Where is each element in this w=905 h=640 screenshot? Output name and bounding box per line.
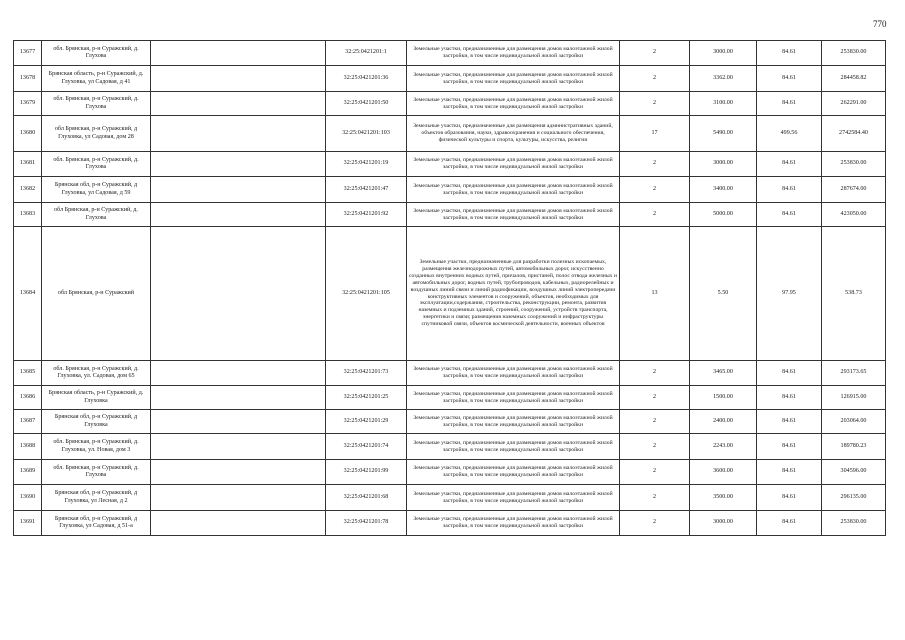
address-cell: Брянская область, р-н Суражский, д. Глуховка: [42, 386, 151, 410]
cadastral-number-cell: 32:25:0421201:1: [326, 41, 407, 66]
cadastral-number-cell: 32:25:0421201:73: [326, 361, 407, 386]
cadastral-value-cell: 284458.82: [822, 66, 886, 92]
row-number-cell: 13691: [14, 511, 42, 536]
specific-value-cell: 84.61: [757, 41, 822, 66]
area-cell: 3500.00: [690, 485, 757, 511]
cadastral-value-cell: 287674.00: [822, 177, 886, 203]
address-cell: обл Брянская, р-н Суражский, д. Глухова: [42, 203, 151, 227]
group-number-cell: 2: [620, 361, 690, 386]
row-number-cell: 13688: [14, 434, 42, 460]
empty-cell: [151, 116, 326, 152]
empty-cell: [151, 41, 326, 66]
cadastral-value-cell: 262291.00: [822, 92, 886, 116]
empty-cell: [151, 227, 326, 361]
cadastral-number-cell: 32:25:0421201:50: [326, 92, 407, 116]
specific-value-cell: 97.95: [757, 227, 822, 361]
cadastral-number-cell: 32:25:0421201:25: [326, 386, 407, 410]
row-number-cell: 13681: [14, 152, 42, 177]
group-number-cell: 13: [620, 227, 690, 361]
land-use-description-cell: Земельные участки, предназначенные для размещения домов малоэтажной жилой застройки, в том числе индивидуальной жилой застройки: [407, 203, 620, 227]
table-row: [14, 386, 886, 410]
address-cell: обл Брянская, р-н Суражский, д Глуховка, ул Садовая, дом 28: [42, 116, 151, 152]
cadastral-value-cell: 296135.00: [822, 485, 886, 511]
cadastral-value-cell: 253830.00: [822, 152, 886, 177]
address-cell: Брянская обл, р-н Суражский, д Глуховка, ул Садовая, д 51-а: [42, 511, 151, 536]
empty-cell: [151, 203, 326, 227]
table-row: [14, 92, 886, 116]
empty-cell: [151, 152, 326, 177]
row-number-cell: 13684: [14, 227, 42, 361]
empty-cell: [151, 460, 326, 485]
table-row: [14, 485, 886, 511]
group-number-cell: 2: [620, 66, 690, 92]
area-cell: 3000.00: [690, 152, 757, 177]
cadastral-value-cell: 126915.00: [822, 386, 886, 410]
empty-cell: [151, 92, 326, 116]
area-cell: 3465.00: [690, 361, 757, 386]
empty-cell: [151, 66, 326, 92]
address-cell: обл Брянская, р-н Суражский: [42, 227, 151, 361]
cadastral-number-cell: 32:25:0421201:74: [326, 434, 407, 460]
empty-cell: [151, 410, 326, 434]
specific-value-cell: 84.61: [757, 511, 822, 536]
land-use-description-cell: Земельные участки, предназначенные для размещения домов малоэтажной жилой застройки, в том числе индивидуальной жилой застройки: [407, 410, 620, 434]
group-number-cell: 2: [620, 434, 690, 460]
cadastral-value-cell: 203064.00: [822, 410, 886, 434]
cadastral-value-cell: 538.73: [822, 227, 886, 361]
land-use-description-cell: Земельные участки, предназначенные для размещения домов малоэтажной жилой застройки, в том числе индивидуальной жилой застройки: [407, 434, 620, 460]
group-number-cell: 2: [620, 152, 690, 177]
specific-value-cell: 84.61: [757, 361, 822, 386]
land-use-description-cell: Земельные участки, предназначенные для размещения домов малоэтажной жилой застройки, в том числе индивидуальной жилой застройки: [407, 511, 620, 536]
land-use-description-cell: Земельные участки, предназначенные для разработки полезных ископаемых, размещения железнодорожных путей, автомобильных дорог, искусственно созданных внутренних водных путей, причалов, пристаней, полос отвода железных и автомобильных дорог, водных путей, трубопроводов, кабельных, радиорелейных и воздушных линий связи и линий радиофикации, воздушных линий электропередачи конструктивных элементов и сооружений, объектов, необходимых для эксплуатации,содержания, строительства, реконструкции, ремонта, развития наземных и подземных зданий, строений, сооружений, устройств транспорта, энергетики и связи; размещения наземных сооружений и инфраструктуры спутниковой связи, объектов космической деятельности, военных объектов: [407, 227, 620, 361]
area-cell: 2400.00: [690, 410, 757, 434]
land-use-description-cell: Земельные участки, предназначенные для размещения домов малоэтажной жилой застройки, в том числе индивидуальной жилой застройки: [407, 386, 620, 410]
area-cell: 5000.00: [690, 203, 757, 227]
group-number-cell: 2: [620, 386, 690, 410]
cadastral-number-cell: 32:25:0421201:36: [326, 66, 407, 92]
area-cell: 1500.00: [690, 386, 757, 410]
empty-cell: [151, 485, 326, 511]
area-cell: 2243.00: [690, 434, 757, 460]
address-cell: обл. Брянская, р-н Суражский, д. Глухова: [42, 92, 151, 116]
specific-value-cell: 84.61: [757, 203, 822, 227]
empty-cell: [151, 434, 326, 460]
row-number-cell: 13686: [14, 386, 42, 410]
area-cell: 3362.00: [690, 66, 757, 92]
address-cell: обл. Брянская, р-н Суражский, д. Глухова: [42, 460, 151, 485]
land-use-description-cell: Земельные участки, предназначенные для размещения домов малоэтажной жилой застройки, в том числе индивидуальной жилой застройки: [407, 485, 620, 511]
row-number-cell: 13680: [14, 116, 42, 152]
row-number-cell: 13682: [14, 177, 42, 203]
table-row: [14, 227, 886, 361]
address-cell: Брянская обл, р-н Суражский, д Глуховка: [42, 410, 151, 434]
address-cell: Брянская обл, р-н Суражский, д Глуховка, ул Лесная, д 2: [42, 485, 151, 511]
cadastral-value-cell: 423050.00: [822, 203, 886, 227]
specific-value-cell: 84.61: [757, 66, 822, 92]
table-row: [14, 66, 886, 92]
cadastral-value-cell: 2742584.40: [822, 116, 886, 152]
cadastral-number-cell: 32:25:0421201:105: [326, 227, 407, 361]
group-number-cell: 2: [620, 460, 690, 485]
specific-value-cell: 84.61: [757, 177, 822, 203]
table-row: [14, 361, 886, 386]
cadastral-number-cell: 32:25:0421201:29: [326, 410, 407, 434]
table-body: [14, 41, 886, 536]
empty-cell: [151, 361, 326, 386]
address-cell: Брянская обл, р-н Суражский, д Глуховка, ул Садовая, д 59: [42, 177, 151, 203]
land-use-description-cell: Земельные участки, предназначенные для размещения домов малоэтажной жилой застройки, в том числе индивидуальной жилой застройки: [407, 361, 620, 386]
area-cell: 3400.00: [690, 177, 757, 203]
land-use-description-cell: Земельные участки, предназначенные для размещения административных зданий, объектов образования, науки, здравоохранения и социального обеспечения, физической культуры и спорта, культуры, искусства, религии: [407, 116, 620, 152]
group-number-cell: 2: [620, 410, 690, 434]
specific-value-cell: 84.61: [757, 410, 822, 434]
row-number-cell: 13687: [14, 410, 42, 434]
cadastral-value-cell: 293173.65: [822, 361, 886, 386]
cadastral-value-cell: 253830.00: [822, 41, 886, 66]
area-cell: 5490.00: [690, 116, 757, 152]
cadastral-number-cell: 32:25:0421201:92: [326, 203, 407, 227]
group-number-cell: 17: [620, 116, 690, 152]
table-row: [14, 460, 886, 485]
land-use-description-cell: Земельные участки, предназначенные для размещения домов малоэтажной жилой застройки, в том числе индивидуальной жилой застройки: [407, 66, 620, 92]
table-row: [14, 203, 886, 227]
specific-value-cell: 84.61: [757, 485, 822, 511]
specific-value-cell: 84.61: [757, 434, 822, 460]
specific-value-cell: 499.56: [757, 116, 822, 152]
row-number-cell: 13677: [14, 41, 42, 66]
specific-value-cell: 84.61: [757, 152, 822, 177]
address-cell: обл. Брянская, р-н Суражский, д. Глухова: [42, 41, 151, 66]
cadastral-number-cell: 32:25:0421201:103: [326, 116, 407, 152]
specific-value-cell: 84.61: [757, 92, 822, 116]
row-number-cell: 13685: [14, 361, 42, 386]
cadastral-value-cell: 304596.00: [822, 460, 886, 485]
area-cell: 3000.00: [690, 511, 757, 536]
area-cell: 3100.00: [690, 92, 757, 116]
area-cell: 3000.00: [690, 41, 757, 66]
table-row: [14, 410, 886, 434]
cadastral-number-cell: 32:25:0421201:19: [326, 152, 407, 177]
address-cell: обл. Брянская, р-н Суражский, д. Глуховка, ул. Садовая, дом 65: [42, 361, 151, 386]
table-row: [14, 152, 886, 177]
area-cell: 5.50: [690, 227, 757, 361]
empty-cell: [151, 177, 326, 203]
cadastral-value-cell: 253830.00: [822, 511, 886, 536]
empty-cell: [151, 386, 326, 410]
land-use-description-cell: Земельные участки, предназначенные для размещения домов малоэтажной жилой застройки, в том числе индивидуальной жилой застройки: [407, 177, 620, 203]
group-number-cell: 2: [620, 41, 690, 66]
row-number-cell: 13683: [14, 203, 42, 227]
table-row: [14, 177, 886, 203]
address-cell: обл. Брянская, р-н Суражский, д. Глухова: [42, 152, 151, 177]
address-cell: Брянская область, р-н Суражский, д. Глуховка, ул Садовая, д 41: [42, 66, 151, 92]
group-number-cell: 2: [620, 203, 690, 227]
specific-value-cell: 84.61: [757, 460, 822, 485]
specific-value-cell: 84.61: [757, 386, 822, 410]
land-use-description-cell: Земельные участки, предназначенные для размещения домов малоэтажной жилой застройки, в том числе индивидуальной жилой застройки: [407, 41, 620, 66]
land-use-description-cell: Земельные участки, предназначенные для размещения домов малоэтажной жилой застройки, в том числе индивидуальной жилой застройки: [407, 152, 620, 177]
cadastral-number-cell: 32:25:0421201:78: [326, 511, 407, 536]
group-number-cell: 2: [620, 177, 690, 203]
row-number-cell: 13678: [14, 66, 42, 92]
group-number-cell: 2: [620, 511, 690, 536]
land-use-description-cell: Земельные участки, предназначенные для размещения домов малоэтажной жилой застройки, в том числе индивидуальной жилой застройки: [407, 460, 620, 485]
table-row: [14, 41, 886, 66]
row-number-cell: 13690: [14, 485, 42, 511]
cadastral-value-cell: 189780.23: [822, 434, 886, 460]
land-use-description-cell: Земельные участки, предназначенные для размещения домов малоэтажной жилой застройки, в том числе индивидуальной жилой застройки: [407, 92, 620, 116]
table-row: [14, 511, 886, 536]
area-cell: 3600.00: [690, 460, 757, 485]
cadastral-number-cell: 32:25:0421201:99: [326, 460, 407, 485]
cadastral-number-cell: 32:25:0421201:47: [326, 177, 407, 203]
table-row: [14, 434, 886, 460]
page-number: 770: [873, 19, 887, 29]
cadastral-number-cell: 32:25:0421201:68: [326, 485, 407, 511]
cadastral-value-table: [13, 40, 886, 536]
table-row: [14, 116, 886, 152]
group-number-cell: 2: [620, 485, 690, 511]
empty-cell: [151, 511, 326, 536]
row-number-cell: 13679: [14, 92, 42, 116]
address-cell: обл. Брянская, р-н Суражский, д. Глуховка, ул. Новая, дом 3: [42, 434, 151, 460]
group-number-cell: 2: [620, 92, 690, 116]
row-number-cell: 13689: [14, 460, 42, 485]
